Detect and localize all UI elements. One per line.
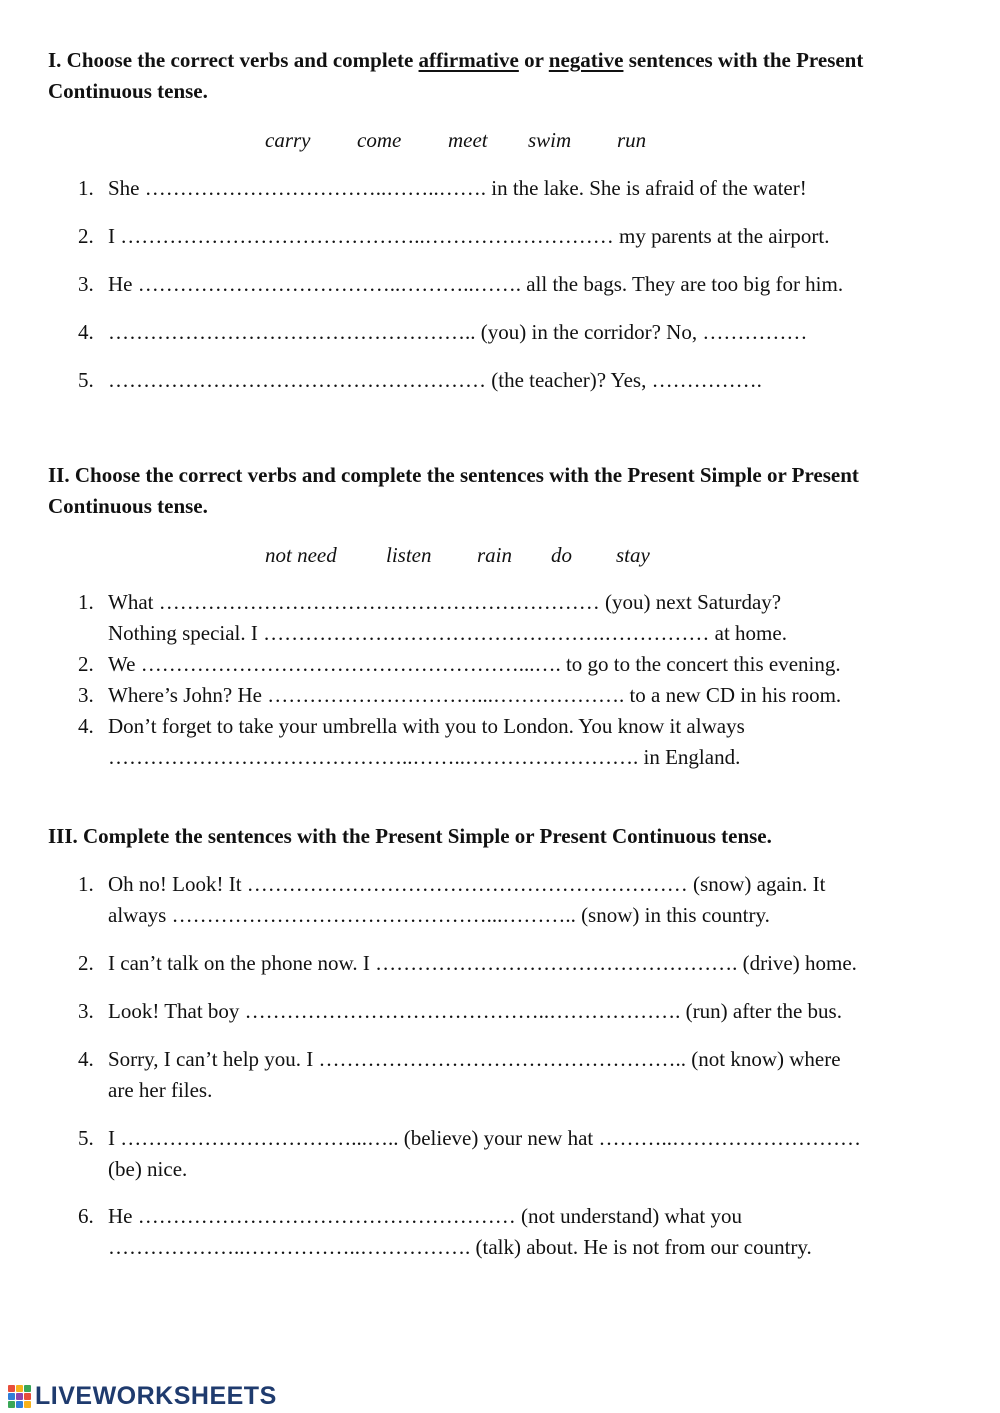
sentence-text: I can’t talk on the phone now. I ……………………………………………. (drive) home. xyxy=(108,951,857,975)
section1-word-bank xyxy=(265,126,646,154)
sentence-text: …………………………………………….. (you) in the corridor? No, …………… xyxy=(108,320,808,344)
logo-grid-icon xyxy=(8,1383,32,1409)
word-rain: rain xyxy=(477,543,513,567)
section3-heading: III. Complete the sentences with the Present Simple or Present Continuous tense. xyxy=(48,824,772,848)
sentence-text: Where’s John? He …………………………...………………. to a new CD in his room. xyxy=(108,683,842,707)
sentence-text: Don’t forget to take your umbrella with you to London. You know it always xyxy=(108,714,745,738)
sentence-text: Sorry, I can’t help you. I …………………………………………….. (not know) where xyxy=(108,1047,841,1071)
sentence-text: He ………………………………..………..……. all the bags. They are too big for him. xyxy=(108,272,844,296)
sentence-text-continued: ………………..……………..……………. (talk) about. He is not from our country. xyxy=(108,1235,812,1259)
sentence-text: What ……………………………………………………… (you) next Saturday? xyxy=(108,590,782,614)
word-come: come xyxy=(357,128,402,152)
word-stay: stay xyxy=(616,543,650,567)
sentence-text-continued: are her files. xyxy=(108,1078,213,1102)
sentence-text: I ……………………………...….. (believe) your new hat ………..……………………… xyxy=(108,1126,861,1150)
word-meet: meet xyxy=(448,128,488,152)
word-not-need: not need xyxy=(265,543,337,567)
section2-heading: II. Choose the correct verbs and complete the sentences with the Present Simple or Present Continuous tense. xyxy=(48,463,859,518)
sentence-text-continued: Nothing special. I ………………………………………….…………… at home. xyxy=(108,621,787,645)
word-swim: swim xyxy=(528,128,572,152)
sentence-text: She ……………………………..……..……. in the lake. She is afraid of the water! xyxy=(108,176,807,200)
word-carry: carry xyxy=(265,128,311,152)
negative-underlined: negative xyxy=(548,48,624,72)
sentence-text-continued: always ………………………………………...……….. (snow) in this country. xyxy=(108,903,770,927)
sentence-text: Oh no! Look! It ……………………………………………………… (snow) again. It xyxy=(108,872,826,896)
sentence-text: Look! That boy ……………………………………..………………. (run) after the bus. xyxy=(108,999,842,1023)
sentence-text: We ………………………………………………...…. to go to the concert this evening. xyxy=(108,652,841,676)
sentence-text-continued: (be) nice. xyxy=(108,1157,188,1181)
section2-word-bank xyxy=(265,541,650,569)
sentence-text: He ……………………………………………… (not understand) what you xyxy=(108,1204,743,1228)
affirmative-underlined: affirmative xyxy=(418,48,519,72)
liveworksheets-logo xyxy=(8,1381,277,1411)
sentence-text: I ……………………………………..……………………… my parents at the airport. xyxy=(108,224,830,248)
word-run: run xyxy=(617,128,647,152)
word-do: do xyxy=(551,543,572,567)
word-listen: listen xyxy=(386,543,432,567)
section1-heading: I. Choose the correct verbs and complete affirmative or negative sentences with the Present Continuous tense. xyxy=(48,48,864,103)
sentence-text: ……………………………………………… (the teacher)? Yes, ……………. xyxy=(108,368,762,392)
sentence-text-continued: ……………………………………..……..……………………. in England. xyxy=(108,745,741,769)
logo-text: LIVEWORKSHEETS xyxy=(35,1381,277,1410)
